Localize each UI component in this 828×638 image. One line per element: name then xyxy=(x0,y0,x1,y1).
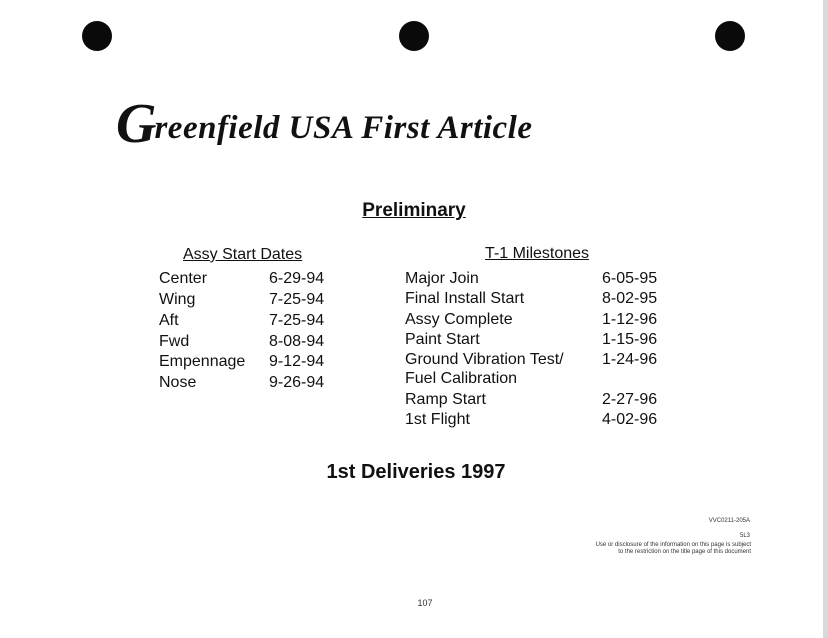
milestone-row-label: Paint Start xyxy=(405,331,480,348)
subtitle: Preliminary xyxy=(362,200,466,221)
assy-row-date: 7-25-94 xyxy=(269,291,325,308)
punch-hole-center xyxy=(399,21,429,51)
disclaimer-line-1: Use or disclosure of the information on this page is subject xyxy=(595,542,751,548)
assy-row-date: 7-25-94 xyxy=(269,312,325,329)
milestone-row-date: 1-12-96 xyxy=(602,311,658,328)
milestone-row-date: 8-02-95 xyxy=(602,290,658,307)
assy-row-label: Fwd xyxy=(159,333,190,350)
milestone-row-label: Ramp Start xyxy=(405,391,486,408)
milestone-row-label-line2: Fuel Calibration xyxy=(405,370,518,387)
milestone-row-date: 4-02-96 xyxy=(602,411,658,428)
page-title xyxy=(116,93,533,155)
assy-row-date: 8-08-94 xyxy=(269,333,325,350)
milestone-row-label: Ground Vibration Test/ xyxy=(405,351,564,368)
disclaimer-line-2: to the restriction on the title page of this document xyxy=(618,549,751,555)
document-code: 5L3 xyxy=(739,533,750,539)
assy-start-heading: Assy Start Dates xyxy=(183,246,303,263)
assy-row-label: Empennage xyxy=(159,353,246,370)
milestones-heading: T-1 Milestones xyxy=(485,245,590,262)
page-number: 107 xyxy=(417,598,433,608)
milestone-row-date: 6-05-95 xyxy=(602,270,658,287)
deliveries-note: 1st Deliveries 1997 xyxy=(326,461,506,483)
assy-row-label: Nose xyxy=(159,374,197,391)
assy-row-date: 9-12-94 xyxy=(269,353,325,370)
milestone-row-date: 1-15-96 xyxy=(602,331,658,348)
assy-row-date: 6-29-94 xyxy=(269,270,325,287)
assy-row-label: Center xyxy=(159,270,208,287)
page-edge xyxy=(823,0,828,638)
assy-row-label: Wing xyxy=(159,291,196,308)
milestone-row-date: 1-24-96 xyxy=(602,351,658,368)
milestone-row-label: Major Join xyxy=(405,270,479,287)
punch-hole-left xyxy=(82,21,112,51)
title-rest: reenfield USA First Article xyxy=(154,110,533,146)
assy-row-label: Aft xyxy=(159,312,179,329)
assy-row-date: 9-26-94 xyxy=(269,374,325,391)
milestone-row-label: Final Install Start xyxy=(405,290,525,307)
disclaimer xyxy=(596,542,751,556)
milestone-row-label: 1st Flight xyxy=(405,411,470,428)
milestone-row-date: 2-27-96 xyxy=(602,391,658,408)
milestone-row-label: Assy Complete xyxy=(405,311,513,328)
document-number: VVC0211-205A xyxy=(708,518,750,524)
punch-hole-right xyxy=(715,21,745,51)
title-initial: G xyxy=(116,93,155,155)
